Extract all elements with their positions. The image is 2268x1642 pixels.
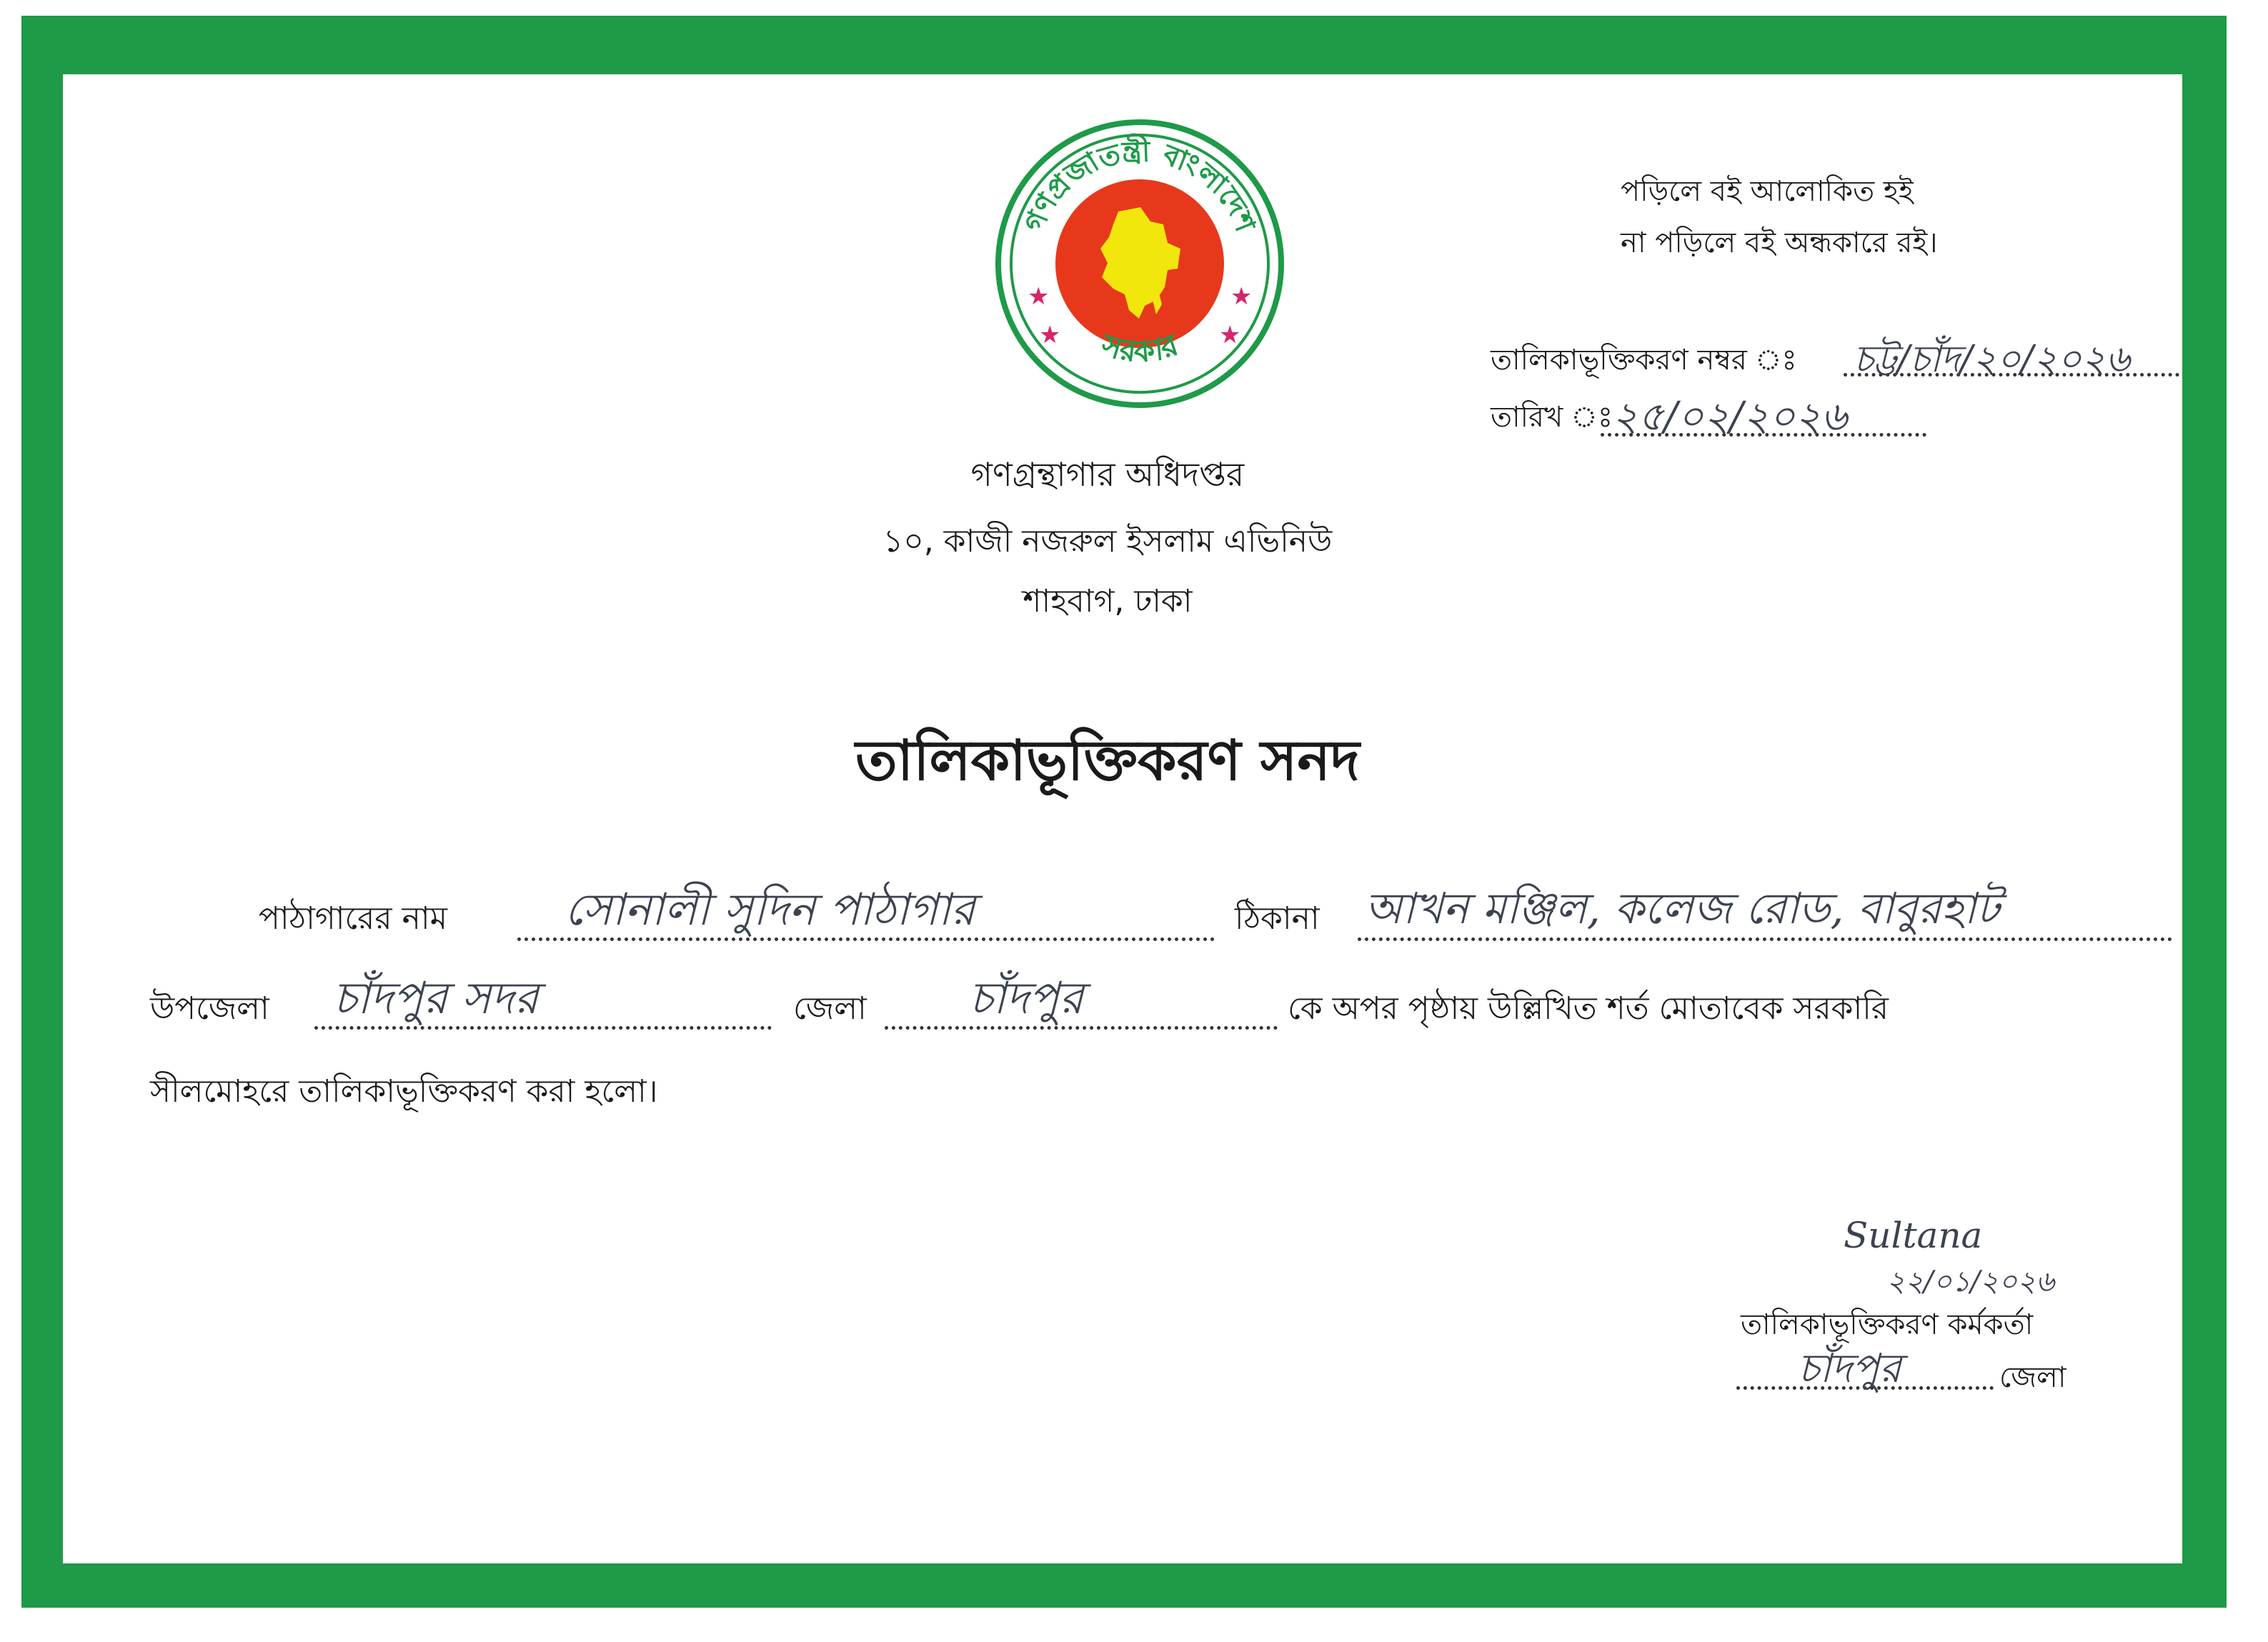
signature-district-label: জেলা bbox=[1999, 1361, 2066, 1394]
address-value: আখন মঞ্জিল, কলেজ রোড, বাবুরহাট bbox=[1365, 884, 2000, 934]
seal-arc-bottom-text: সরকার bbox=[1097, 327, 1183, 369]
signature-district-value: চাঁদপুর bbox=[1798, 1345, 1901, 1392]
office-name: গণগ্রন্থাগার অধিদপ্তর bbox=[970, 455, 1245, 494]
government-seal-emblem bbox=[993, 117, 1286, 410]
motto-line-1: পড়িলে বই আলোকিত হই bbox=[1621, 175, 1914, 208]
seal-arc-top-text: গণপ্রজাতন্ত্রী বাংলাদেশ bbox=[1018, 135, 1262, 237]
signature-date: ২২/০১/২০২৬ bbox=[1886, 1265, 2054, 1298]
date-value: ২৫/০২/২০২৬ bbox=[1612, 394, 1847, 440]
address-label: ঠিকানা bbox=[1235, 900, 1320, 937]
library-name-label: পাঠাগারের নাম bbox=[259, 900, 448, 937]
star-icon: ★ bbox=[1028, 282, 1050, 311]
office-address-line-2: শাহবাগ, ঢাকা bbox=[1023, 583, 1193, 620]
star-icon: ★ bbox=[1039, 321, 1061, 349]
reference-number-value: চট্ট/চাঁদ/২০/২০২৬ bbox=[1854, 338, 2130, 381]
officer-title: তালিকাভূক্তিকরণ কর্মকর্তা bbox=[1741, 1308, 2034, 1341]
upazila-value: চাঁদপুর সদর bbox=[333, 972, 539, 1024]
star-icon: ★ bbox=[1219, 321, 1241, 349]
office-address-line-1: ১০, কাজী নজরুল ইসলাম এভিনিউ bbox=[882, 523, 1333, 559]
upazila-label: উপজেলা bbox=[150, 990, 269, 1027]
date-label: তারিখ ঃ bbox=[1491, 401, 1613, 434]
signature-name: Sultana bbox=[1844, 1215, 1983, 1256]
reference-number-label: তালিকাভূক্তিকরণ নম্বর ঃ bbox=[1491, 344, 1797, 377]
motto-line-2: না পড়িলে বই অন্ধকারে রই। bbox=[1621, 227, 1938, 259]
body-line-2-tail: কে অপর পৃষ্ঠায় উল্লিখিত শর্ত মোতাবেক সরকারি bbox=[1288, 990, 1889, 1027]
body-line-3: সীলমোহরে তালিকাভূক্তিকরণ করা হলো। bbox=[150, 1073, 658, 1110]
star-icon: ★ bbox=[1230, 282, 1253, 311]
district-label: জেলা bbox=[793, 990, 867, 1027]
district-value: চাঁদপুর bbox=[969, 972, 1084, 1024]
certificate-title: তালিকাভূক্তিকরণ সনদ bbox=[855, 729, 1360, 793]
library-name-value: সোনালী সুদিন পাঠাগার bbox=[564, 883, 975, 935]
